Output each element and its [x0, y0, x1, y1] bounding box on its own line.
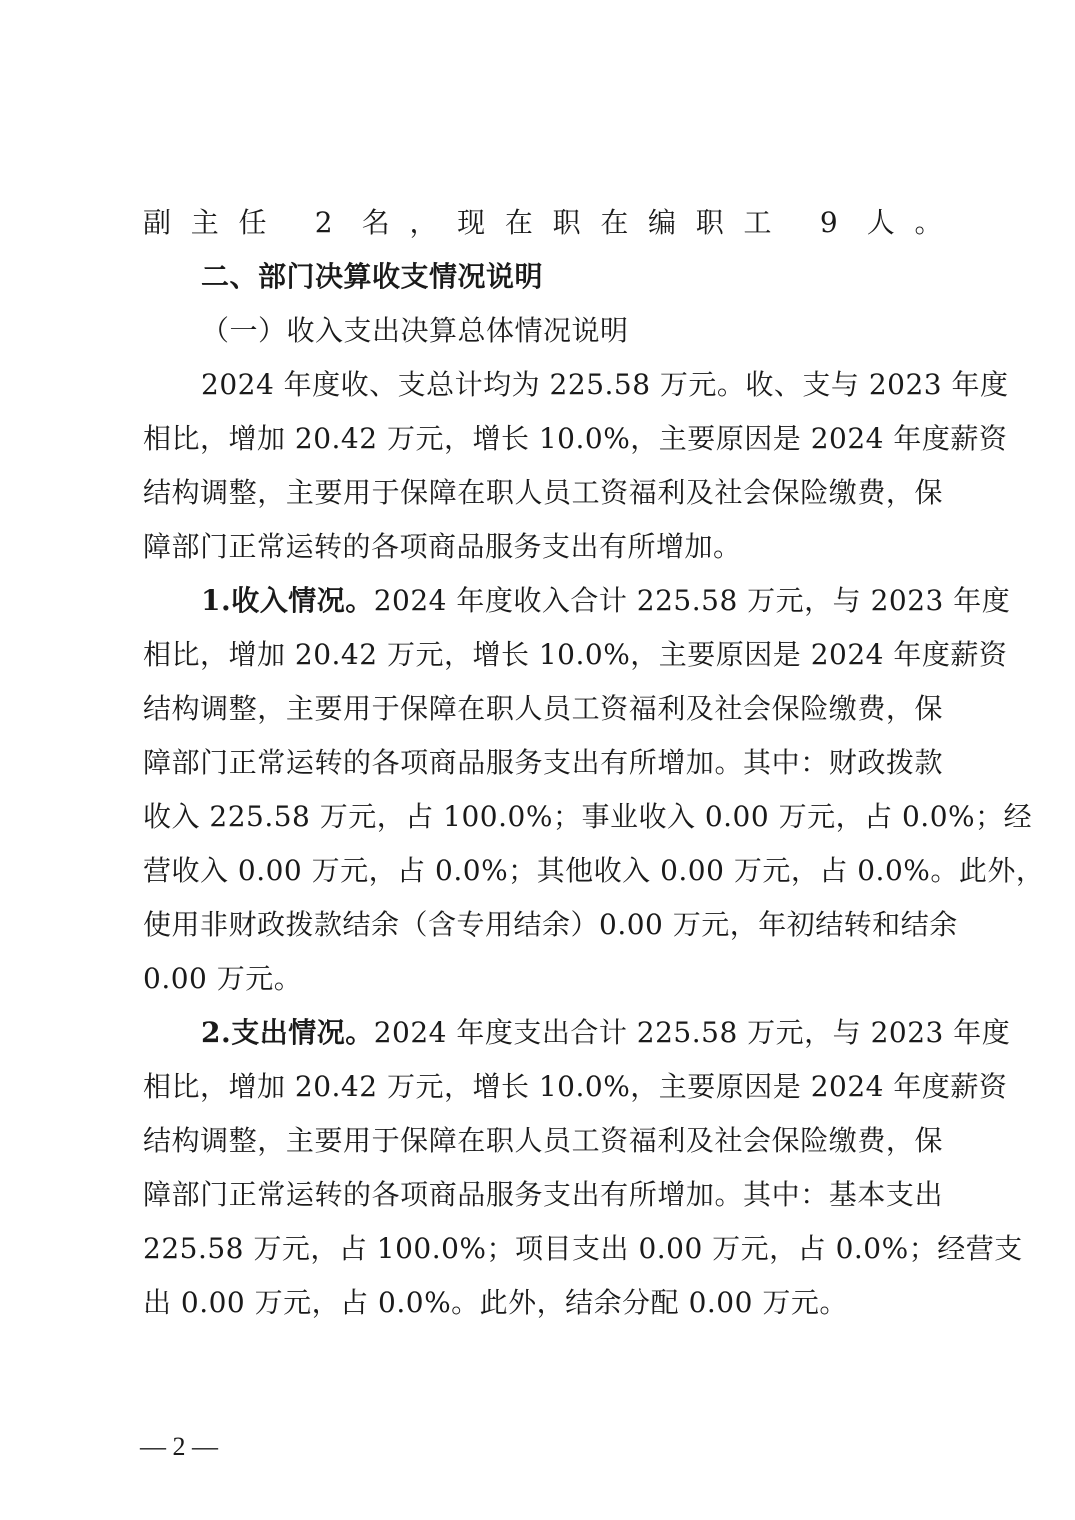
- paragraph-label: 1.收入情况。: [201, 584, 374, 617]
- text-line: 使用非财政拨款结余（含专用结余）0.00 万元，年初结转和结余: [143, 908, 958, 941]
- paragraph-label: 2.支出情况。: [201, 1016, 374, 1049]
- section-heading: 二、部门决算收支情况说明: [201, 260, 544, 293]
- text-line: 障部门正常运转的各项商品服务支出有所增加。: [143, 530, 742, 563]
- text-line: 障部门正常运转的各项商品服务支出有所增加。其中：财政拨款: [143, 746, 943, 779]
- text-run: 2024 年度支出合计 225.58 万元，与 2023 年度: [373, 1016, 1011, 1049]
- text-line: 相比，增加 20.42 万元，增长 10.0%，主要原因是 2024 年度薪资: [143, 638, 1008, 671]
- subsection-heading: （一）收入支出决算总体情况说明: [201, 314, 629, 347]
- text-line: 相比，增加 20.42 万元，增长 10.0%，主要原因是 2024 年度薪资: [143, 422, 1008, 455]
- text-line: 结构调整，主要用于保障在职人员工资福利及社会保险缴费，保: [143, 692, 943, 725]
- text-line: 结构调整，主要用于保障在职人员工资福利及社会保险缴费，保: [143, 1124, 943, 1157]
- text-line: 营收入 0.00 万元，占 0.0%；其他收入 0.00 万元，占 0.0%。此外，: [143, 854, 1045, 887]
- document-body: [143, 196, 1045, 1330]
- text-line: 出 0.00 万元，占 0.0%。此外，结余分配 0.00 万元。: [143, 1286, 848, 1319]
- paragraph-lead-line: [143, 574, 1011, 628]
- text-line: 2024 年度收、支总计均为 225.58 万元。收、支与 2023 年度: [201, 368, 1009, 401]
- text-line: 收入 225.58 万元，占 100.0%；事业收入 0.00 万元，占 0.0%；经: [143, 800, 1033, 833]
- text-line: 结构调整，主要用于保障在职人员工资福利及社会保险缴费，保: [143, 476, 943, 509]
- page-number: — 2 —: [140, 1432, 218, 1461]
- paragraph-lead-line: [143, 1006, 1011, 1060]
- text-line: 障部门正常运转的各项商品服务支出有所增加。其中：基本支出: [143, 1178, 943, 1211]
- text-run: 2024 年度收入合计 225.58 万元，与 2023 年度: [373, 584, 1011, 617]
- text-line: 0.00 万元。: [143, 962, 303, 995]
- text-line: 225.58 万元，占 100.0%；项目支出 0.00 万元，占 0.0%；经营支: [143, 1232, 1023, 1265]
- text-line: 相比，增加 20.42 万元，增长 10.0%，主要原因是 2024 年度薪资: [143, 1070, 1008, 1103]
- text-line: 副主任 2 名，现在职在编职工 9 人。: [143, 206, 943, 239]
